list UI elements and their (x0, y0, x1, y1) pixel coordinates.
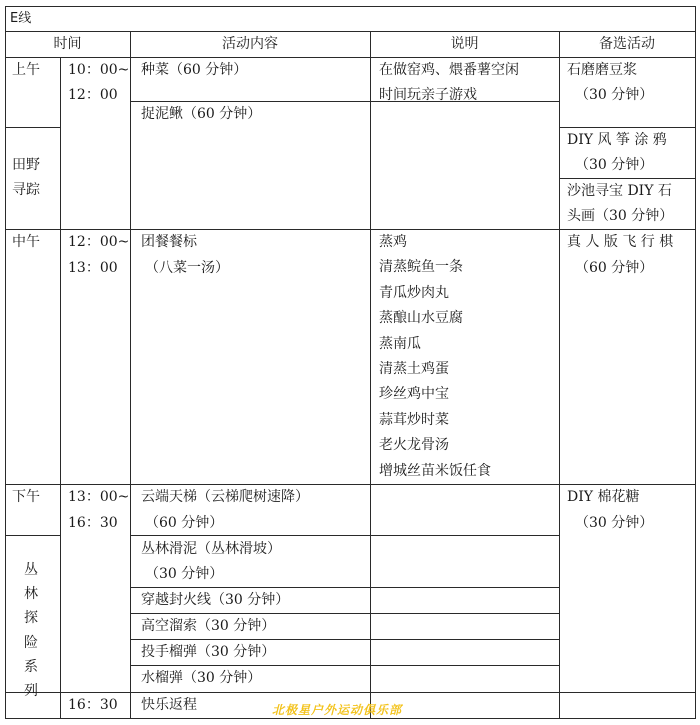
column-line (370, 31, 371, 718)
activity-item: 团餐餐标 (141, 234, 197, 250)
activity-item: 高空溜索（30 分钟） (141, 618, 276, 634)
menu-item: 蒸鸡 (379, 234, 407, 250)
menu-item: 蒸南瓜 (379, 335, 421, 352)
activity-item: 水榴弹（30 分钟） (141, 670, 262, 686)
alternative-item: （30 分钟） (575, 157, 654, 173)
section-label: 寻踪 (12, 182, 40, 198)
time-start: 12：00~ (68, 234, 130, 250)
note-line: 时间玩亲子游戏 (379, 87, 477, 103)
header-time: 时间 (53, 36, 82, 52)
alternative-item: （30 分钟） (575, 87, 654, 103)
header-activity: 活动内容 (222, 36, 278, 52)
menu-item: 蒜茸炒时菜 (379, 411, 449, 428)
table-border-top (5, 6, 695, 7)
header-alternatives: 备选活动 (599, 36, 655, 52)
activity-item: 丛林滑泥（丛林滑坡） (141, 541, 281, 557)
note-line: 在做窑鸡、煨番薯空闲 (379, 62, 519, 78)
activity-item: （30 分钟） (145, 566, 224, 582)
club-watermark: 北极星户外运动俱乐部 (272, 703, 403, 717)
time-start: 13：00~ (68, 489, 130, 505)
column-line (60, 57, 61, 718)
alternative-item: 头画（30 分钟） (567, 208, 674, 224)
activity-item: 捉泥鳅（60 分钟） (141, 106, 262, 122)
alternative-item: DIY 棉花糖 (567, 489, 640, 505)
menu-item: 珍丝鸡中宝 (379, 386, 449, 403)
period-label-noon: 中午 (12, 234, 40, 250)
activity-item: （60 分钟） (145, 515, 224, 531)
menu-item: 清蒸土鸡蛋 (379, 361, 449, 377)
section-char: 列 (24, 683, 38, 699)
activity-item: 种菜（60 分钟） (141, 62, 248, 78)
menu-item: 清蒸鲩鱼一条 (379, 259, 463, 276)
time-start: 10：00~ (68, 62, 130, 78)
column-line (559, 31, 560, 718)
menu-item: 青瓜炒肉丸 (379, 284, 449, 301)
section-char: 系 (24, 658, 38, 675)
menu-item: 蒸酿山水豆腐 (379, 310, 463, 327)
row-line (5, 535, 60, 536)
period-label-morning: 上午 (12, 62, 40, 78)
section-char: 林 (24, 586, 38, 603)
menu-item: 增城丝苗米饭任食 (379, 462, 491, 479)
time-end: 13：00 (68, 260, 118, 276)
activity-item: 穿越封火线（30 分钟） (141, 592, 290, 608)
header-notes: 说明 (450, 36, 479, 52)
column-line (130, 31, 131, 718)
row-line (5, 127, 60, 128)
alternative-item: （60 分钟） (575, 260, 654, 276)
section-char: 探 (24, 610, 38, 627)
section-char: 险 (24, 634, 38, 651)
alternative-item: （30 分钟） (575, 515, 654, 531)
section-label: 田野 (12, 157, 40, 173)
table-border-bottom (5, 718, 695, 719)
return-time: 16：30 (68, 697, 118, 713)
activity-item: 云端天梯（云梯爬树速降） (141, 489, 309, 505)
activity-item: 投手榴弹（30 分钟） (141, 644, 276, 660)
activity-item: （八菜一汤） (145, 260, 229, 276)
period-label-afternoon: 下午 (12, 489, 40, 505)
alternative-item: DIY 风 筝 涂 鸦 (567, 132, 667, 148)
alternative-item: 沙池寻宝 DIY 石 (567, 183, 672, 199)
alternative-item: 真 人 版 飞 行 棋 (567, 234, 674, 250)
alternative-item: 石磨磨豆浆 (567, 62, 637, 78)
time-end: 16：30 (68, 515, 118, 531)
table-border-left (5, 6, 6, 719)
table-title: E线 (10, 11, 32, 26)
table-border-right (695, 6, 696, 719)
section-char: 丛 (24, 562, 38, 578)
menu-item: 老火龙骨汤 (379, 437, 449, 454)
return-activity: 快乐返程 (141, 697, 197, 713)
time-end: 12：00 (68, 87, 118, 103)
